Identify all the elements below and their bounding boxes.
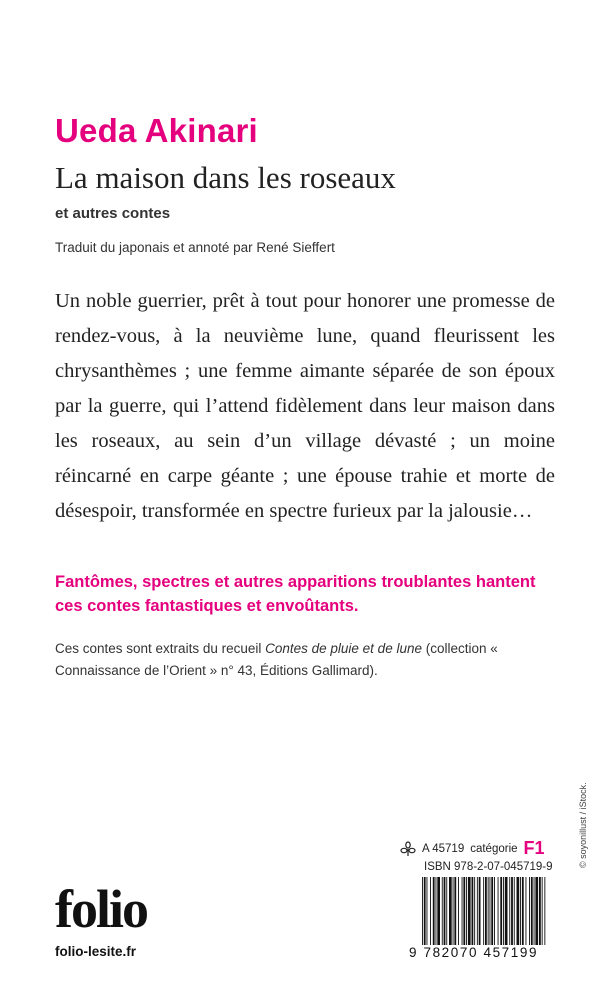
barcode-bar (454, 877, 456, 945)
barcode-bar (535, 877, 538, 945)
barcode-bar (526, 877, 527, 945)
barcode-bar (498, 877, 499, 945)
barcode-bar (509, 877, 510, 945)
barcode-bar (491, 877, 493, 945)
barcode-bar (433, 877, 435, 945)
source-note-intro: Ces contes sont extraits du recueil (55, 641, 266, 656)
barcode-bar (466, 877, 467, 945)
back-cover-blurb: Un noble guerrier, prêt à tout pour honorer une promesse de rendez-vous, à la neuvième lune, quand fleurissent les chrysanthèmes ; une femme aimante séparée de son époux par la guerre, qui l’attend fidèlement dans leur maison dans les roseaux, au sein d’un village dévasté ; un moine réincarné en carpe géante ; une épouse trahie et morte de désespoir, transformée en spectre furieux par la jalousie… (55, 290, 555, 522)
barcode-bar (511, 877, 513, 945)
photo-credit: © soyonillust / iStock. (578, 782, 588, 868)
barcode-bar (446, 877, 447, 945)
barcode-bar (488, 877, 489, 945)
barcode-bar (505, 877, 508, 945)
barcode-bar (503, 877, 504, 945)
barcode-bar (462, 877, 463, 945)
barcode-bar (453, 877, 454, 945)
source-collection-title: Contes de pluie et de lune (265, 641, 422, 656)
barcode-bar (529, 877, 530, 945)
flower-icon (400, 841, 416, 857)
barcode-bar (494, 877, 495, 945)
barcode-bar (430, 877, 431, 945)
category-code: F1 (523, 838, 545, 858)
barcode-bar (422, 877, 423, 945)
barcode-bar (490, 877, 491, 945)
barcode-bar (468, 877, 471, 945)
category-label: catégorie (470, 842, 518, 855)
barcode-bar (442, 877, 443, 945)
folio-logo: folio (55, 879, 147, 939)
barcode-bar (531, 877, 533, 945)
barcode-bar (534, 877, 535, 945)
barcode-bar (458, 877, 459, 945)
article-code-row (400, 838, 545, 859)
publisher-website: folio-lesite.fr (55, 944, 137, 959)
barcode-bar (542, 877, 543, 945)
barcode-digits: 9 782070 457199 (409, 945, 539, 960)
barcode (420, 877, 548, 945)
barcode-bar (522, 877, 524, 945)
barcode-bar (479, 877, 481, 945)
source-note-details: (collection « Connaissance de l’Orient » n° 43, Éditions Gallimard). (55, 641, 498, 678)
barcode-bar (544, 877, 545, 945)
barcode-bar (500, 877, 502, 945)
tagline: Fantômes, spectres et autres apparitions troublantes hantent ces contes fantastiques et envoûtants. (55, 573, 536, 615)
barcode-bar (514, 877, 515, 945)
book-subtitle: et autres contes (55, 205, 171, 222)
barcode-bar (477, 877, 478, 945)
source-note (55, 638, 560, 682)
barcode-bar (424, 877, 426, 945)
barcode-bar (436, 877, 437, 945)
article-number: A 45719 (422, 842, 465, 855)
barcode-bar (483, 877, 484, 945)
barcode-bar (474, 877, 475, 945)
barcode-bar (444, 877, 446, 945)
translator-credit: Traduit du japonais et annoté par René Sieffert (55, 240, 335, 255)
barcode-bar (437, 877, 440, 945)
barcode-bar (517, 877, 520, 945)
isbn: ISBN 978-2-07-045719-9 (424, 861, 553, 873)
book-title: La maison dans les roseaux (55, 160, 396, 195)
barcode-bar (485, 877, 487, 945)
barcode-bar (427, 877, 428, 945)
barcode-bar (463, 877, 465, 945)
barcode-bar (472, 877, 474, 945)
barcode-bar (520, 877, 521, 945)
barcode-bar (539, 877, 541, 945)
author-name: Ueda Akinari (55, 112, 258, 149)
barcode-bar (449, 877, 452, 945)
